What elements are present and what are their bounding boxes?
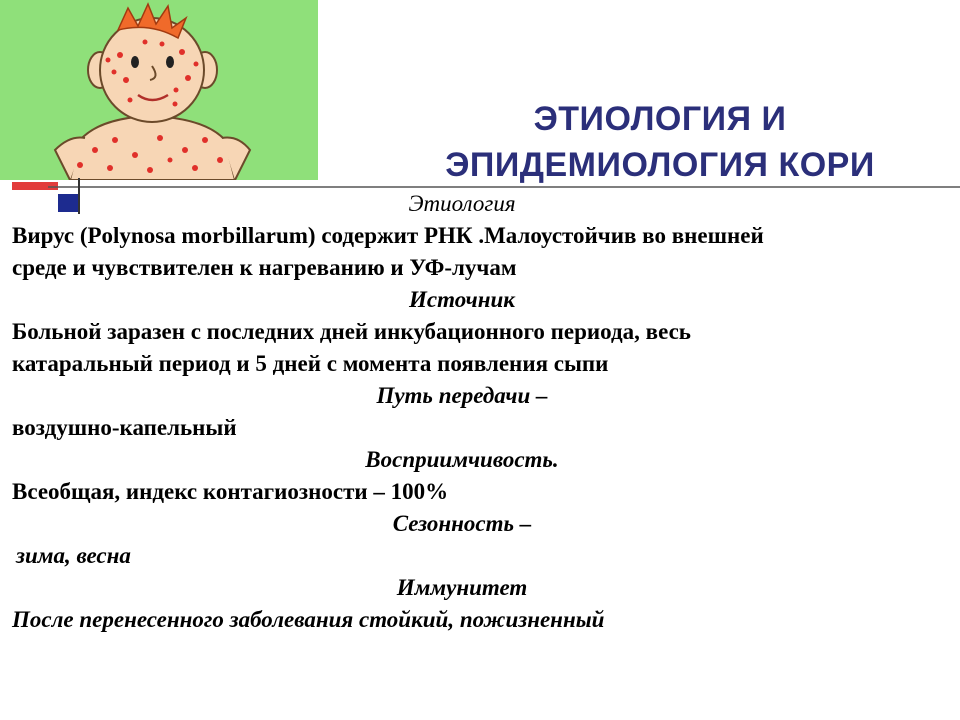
section-heading-transmission: Путь передачи – <box>376 383 548 408</box>
etiology-text-2: среде и чувствителен к нагреванию и УФ-лучам <box>12 255 517 280</box>
title-line-1: ЭТИОЛОГИЯ И <box>533 100 787 138</box>
section-heading-seasonality: Сезонность – <box>392 511 532 536</box>
content-body <box>12 188 912 636</box>
child-with-rash-image <box>0 0 318 180</box>
seasonality-text: зима, весна <box>16 543 131 568</box>
section-heading-immunity: Иммунитет <box>396 575 528 600</box>
immunity-text: После перенесенного заболевания стойкий, пожизненный <box>12 607 605 632</box>
source-text-1: Больной заразен с последних дней инкубационного периода, весь <box>12 319 691 344</box>
susceptibility-text: Всеобщая, индекс контагиозности – 100% <box>12 479 449 504</box>
etiology-text-1: Вирус (Polynosa morbillarum) содержит РНК .Малоустойчив во внешней <box>12 223 764 248</box>
source-text-2: катаральный период и 5 дней с момента появления сыпи <box>12 351 609 376</box>
section-heading-etiology: Этиология <box>408 191 516 216</box>
transmission-text: воздушно-капельный <box>12 415 237 440</box>
page-title <box>360 96 960 188</box>
section-heading-susceptibility: Восприимчивость. <box>365 447 559 472</box>
title-line-2: ЭПИДЕМИОЛОГИЯ КОРИ <box>445 146 875 184</box>
section-heading-source: Источник <box>409 287 515 312</box>
measles-child-illustration <box>0 0 318 180</box>
